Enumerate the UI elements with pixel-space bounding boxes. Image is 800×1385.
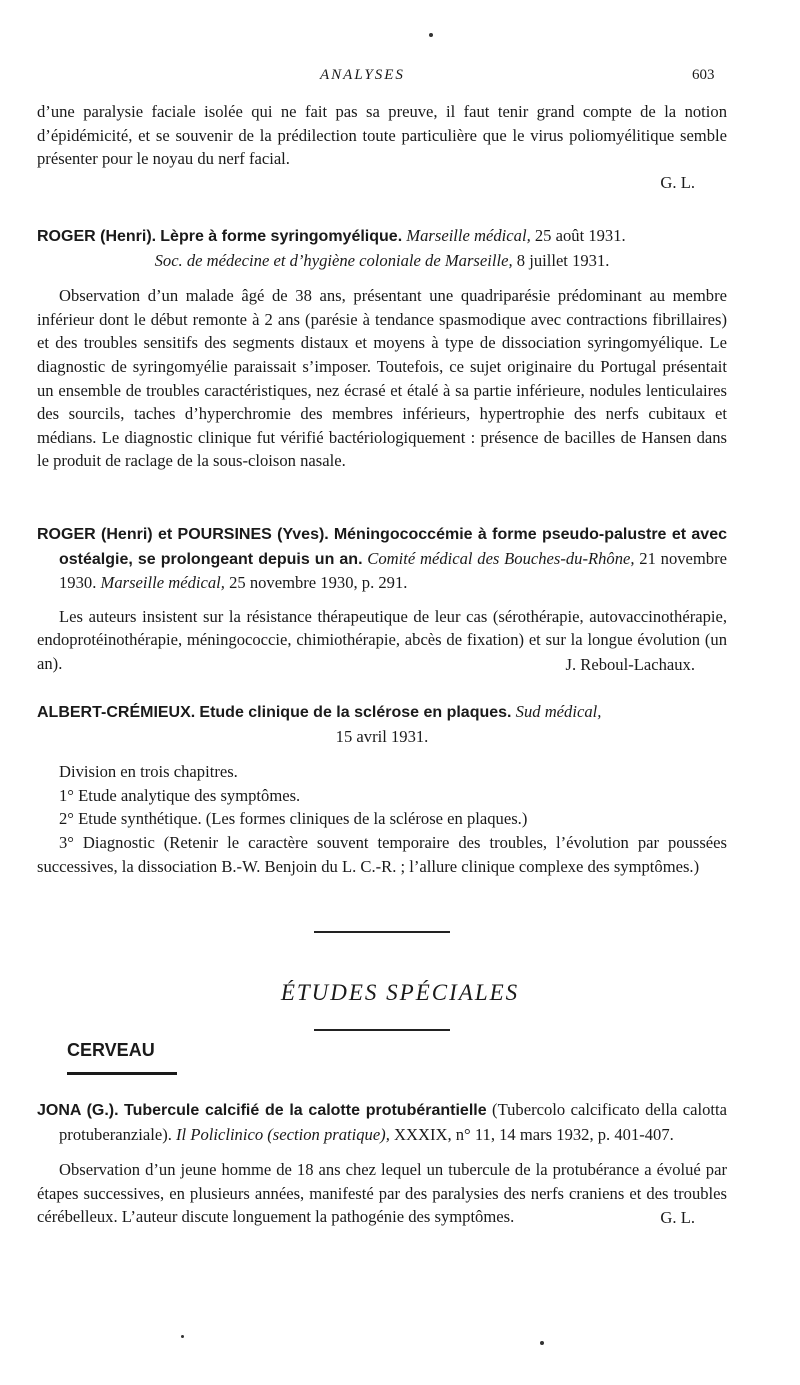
category-heading: CERVEAU <box>67 1040 155 1060</box>
page-number: 603 <box>692 67 715 83</box>
category-underline <box>67 1072 177 1075</box>
entry-title: Etude clinique de la sclérose en plaques. <box>199 704 512 721</box>
journal-date-2: 25 novembre 1930, p. 291. <box>224 573 408 593</box>
entry-citation <box>37 700 727 725</box>
journal-name: Comité médical des Bouches-du-Rhône, <box>367 548 635 568</box>
abstract-entry-jona <box>37 1098 727 1230</box>
ink-dot <box>540 1341 544 1345</box>
journal-name: Il Policlinico (section pratique), <box>176 1124 390 1144</box>
running-title: ANALYSES <box>320 67 405 83</box>
entry-author: ROGER (Henri). <box>37 228 157 245</box>
abstract-entry-roger-poursines <box>37 522 727 676</box>
journal-date: 15 avril 1931. <box>335 726 429 746</box>
list-item: Division en trois chapitres. <box>59 762 238 782</box>
entry-citation-line2 <box>37 249 727 273</box>
society-name: Soc. de médecine et d’hygiène coloniale de Marseille, <box>154 250 513 270</box>
signature: G. L. <box>660 172 695 192</box>
signature: J. Reboul-Lachaux. <box>565 654 695 674</box>
journal-date: 25 août 1931. <box>530 226 626 245</box>
entry-title: Tubercule calcifié de la calotte protubérantielle <box>124 1102 487 1119</box>
section-title: ÉTUDES SPÉCIALES <box>280 980 520 1005</box>
signature: G. L. <box>660 1207 695 1227</box>
entry-title: Méningococcémie à forme pseudo-palustre et avec ostéalgie, se prolongeant depuis un an. <box>59 526 727 568</box>
continuation-text: d’une paralysie faciale isolée qui ne fait pas sa preuve, il faut tenir grand compte de la notion d’épidémicité, et se souvenir de la prédilection toute particulière que le virus poliomyélitique semble présenter pour le noyau du nerf facial. <box>37 102 727 169</box>
entry-body: Les auteurs insistent sur la résistance thérapeutique de leur cas (sérothérapie, autovaccinothérapie, endoprotéinothérapie, méningococcie, chimiothérapie, abcès de fixation) et sur la longue évolution (un an). <box>37 606 727 673</box>
list-item: 1° Etude analytique des symptômes. <box>59 785 301 805</box>
entry-body: Observation d’un malade âgé de 38 ans, présentant une quadriparésie prédominant au membre inférieur dont le début remonte à 2 ans (parésie à tendance spasmodique avec contractions fibrillaires) et des troubles sensitifs des segments distaux et moyens à type de dissociation syringomyélique. Le diagnostic de syringomyélie paraissait s’imposer. Toutefois, ce sujet originaire du Portugal présentait un ensemble de troubles caractéristiques, nez écrasé et étalé à sa partie inférieure, nodules lenticulaires des sourcils, taches d’hyperchromie des membres inférieurs, hypertrophie des nerfs cubitaux et médians. Le diagnostic clinique fut vérifié bactériologiquement : présence de bacilles de Hansen dans le produit de raclage de la sous-cloison nasale. <box>37 286 727 471</box>
society-date: 8 juillet 1931. <box>512 250 610 270</box>
continuation-paragraph <box>37 100 727 194</box>
entry-author: ALBERT-CRÉMIEUX. <box>37 704 196 721</box>
entry-body: Observation d’un jeune homme de 18 ans chez lequel un tubercule de la protubérance a évolué par étapes successives, en plusieurs années, manifesté par des paralysies des nerfs craniens et des troubles cérébelleux. L’auteur discute longuement la pathogénie des symptômes. <box>37 1160 727 1227</box>
abstract-entry-roger-lepre <box>37 224 727 473</box>
list-item: 2° Etude synthétique. (Les formes cliniques de la sclérose en plaques.) <box>59 809 528 829</box>
journal-name-2: Marseille médical, <box>100 573 225 593</box>
divider-rule <box>314 1029 450 1031</box>
ink-dot <box>429 33 433 37</box>
journal-name: Marseille médical, <box>406 226 531 245</box>
entry-citation <box>37 1098 727 1146</box>
entry-author: JONA (G.). <box>37 1102 119 1119</box>
entry-author: ROGER (Henri) et POURSINES (Yves). <box>37 526 329 543</box>
entry-title-translation: (Tubercolo calcificato della calotta protuberanziale). <box>59 1100 728 1144</box>
journal-name: Sud médical, <box>515 702 602 721</box>
entry-title: Lèpre à forme syringomyélique. <box>160 228 403 245</box>
journal-date: 21 novembre 1930. <box>59 548 727 593</box>
entry-citation <box>37 224 727 249</box>
entry-citation <box>37 522 727 595</box>
ink-dot <box>181 1335 184 1338</box>
abstract-entry-albert-cremieux <box>37 700 727 878</box>
journal-date: XXXIX, n° 11, 14 mars 1932, p. 401-407. <box>389 1124 674 1144</box>
list-item: 3° Diagnostic (Retenir le caractère souvent temporaire des troubles, l’évolution par poussées successives, la dissociation B.-W. Benjoin du L. C.-R. ; l’allure clinique complexe des symptômes.) <box>37 832 727 876</box>
entry-list <box>37 760 727 878</box>
divider-rule <box>314 931 450 933</box>
